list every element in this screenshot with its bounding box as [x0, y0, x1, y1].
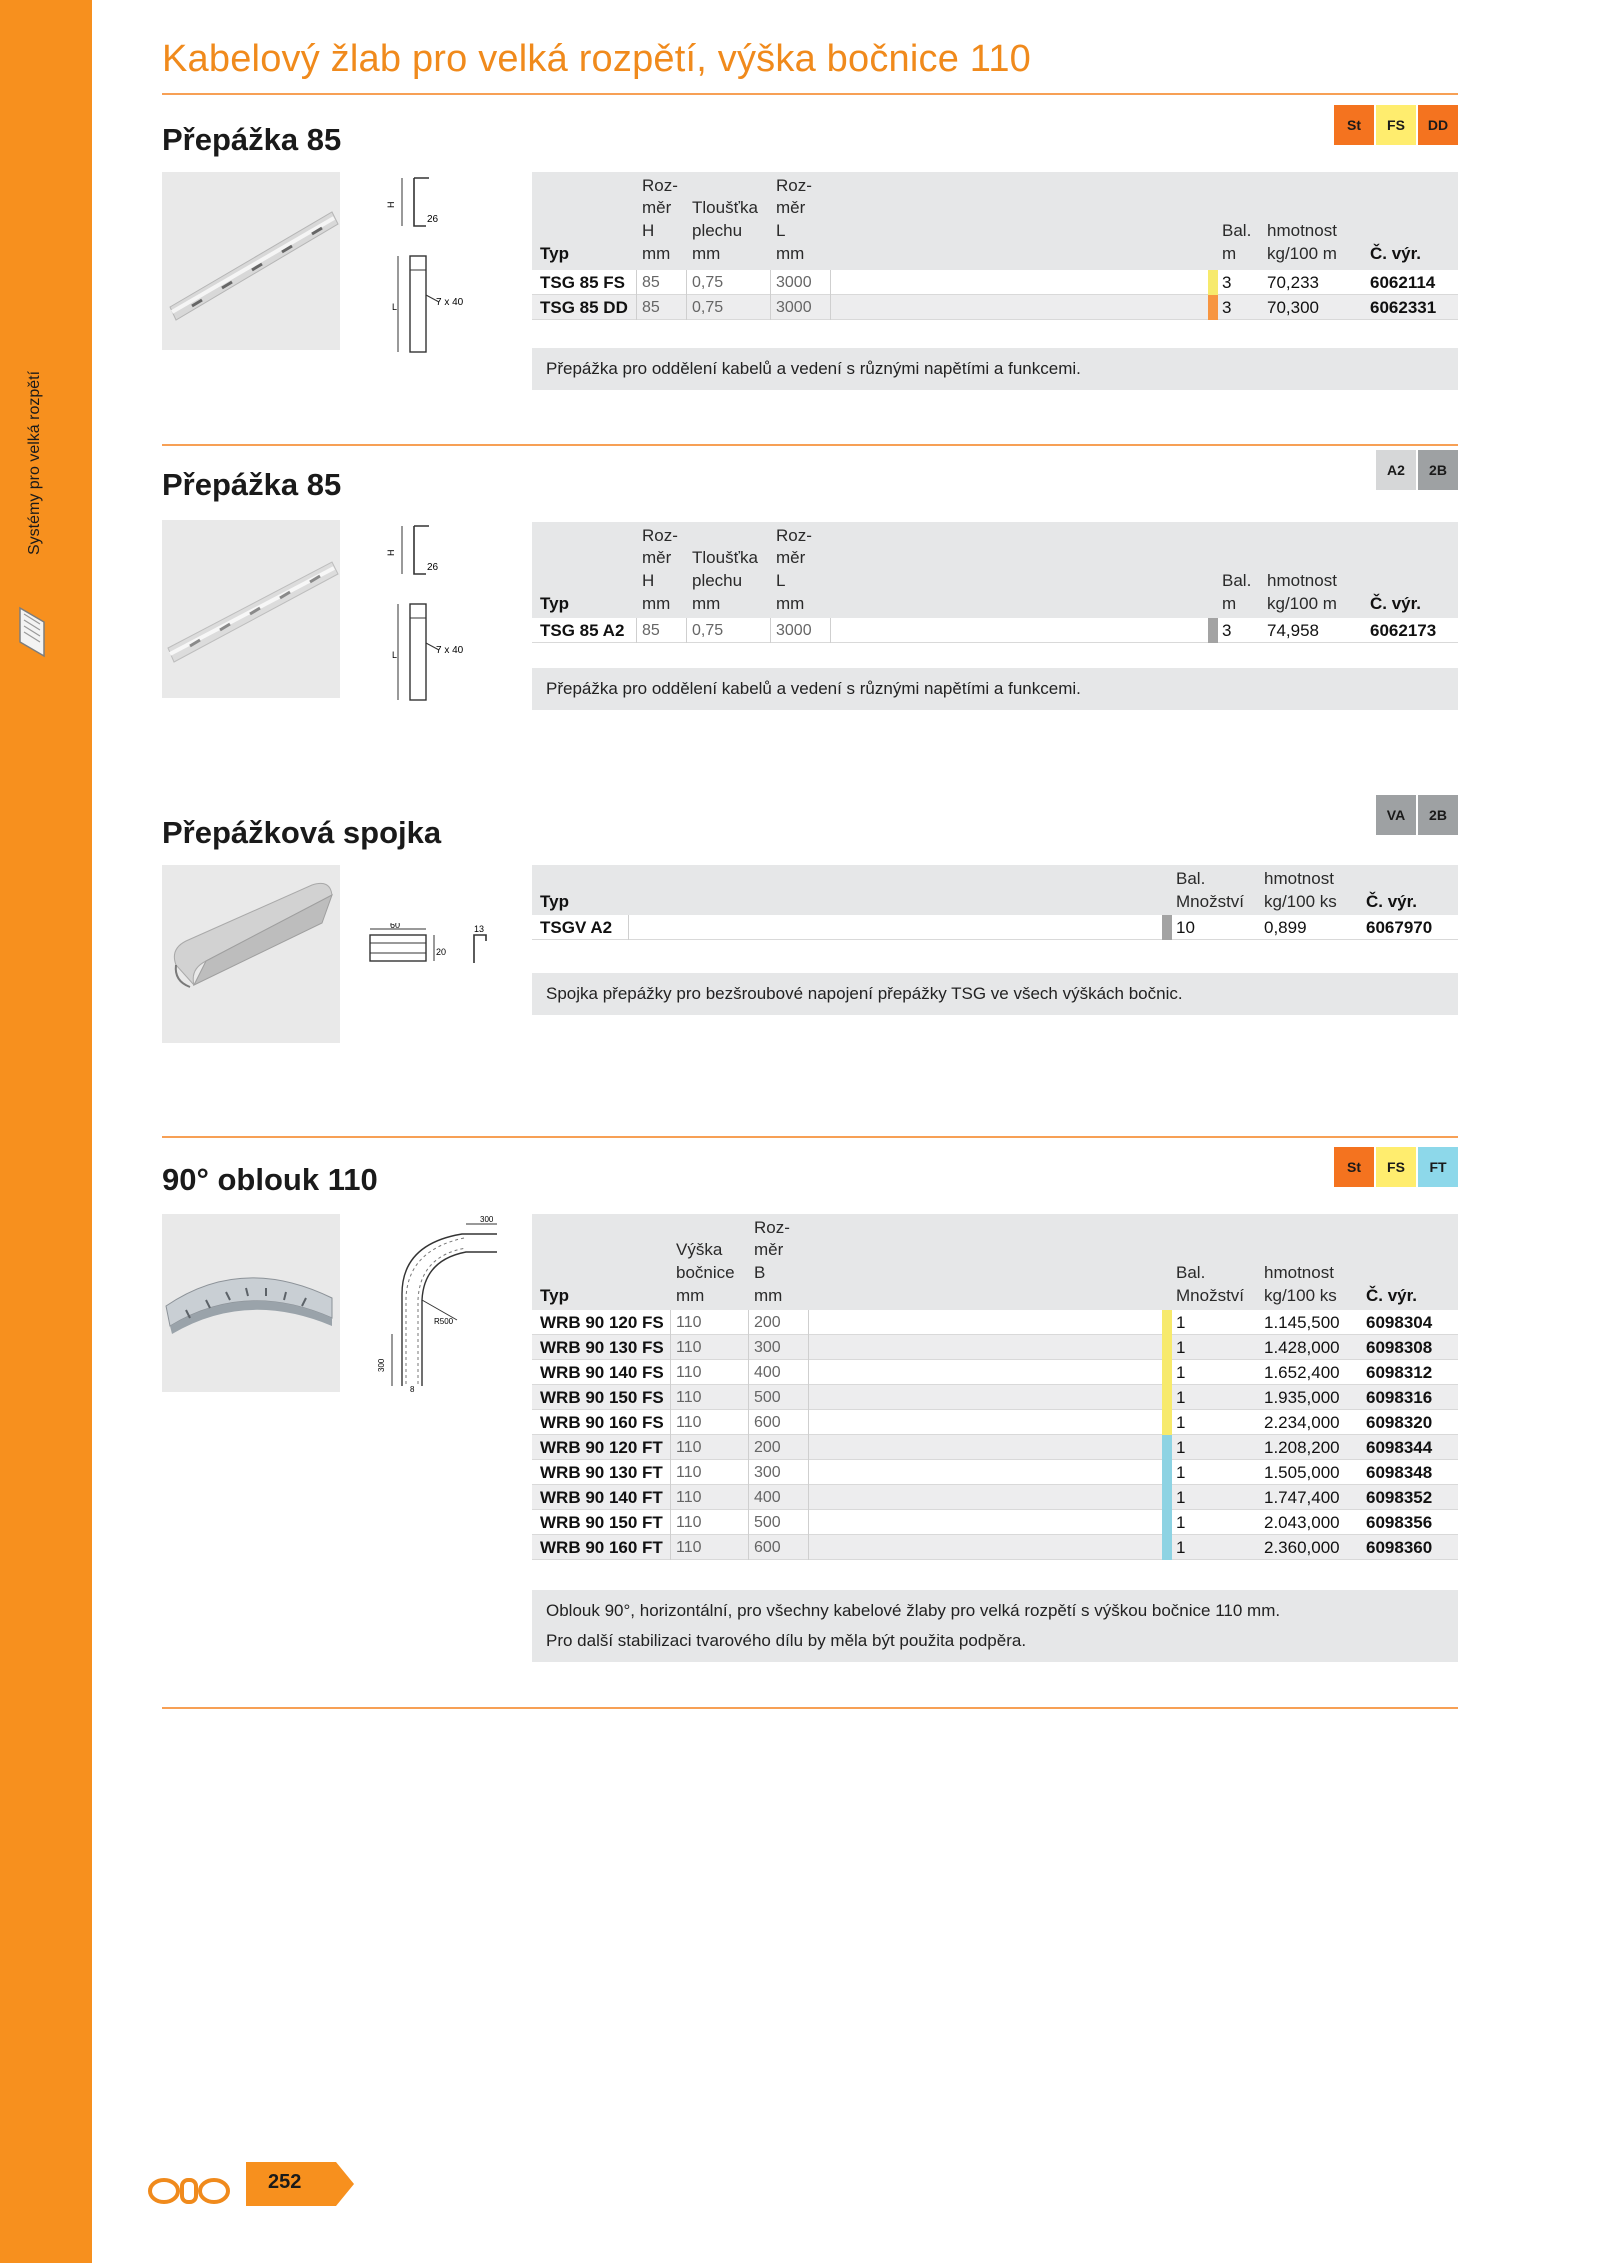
- col-bal-l2: m: [1222, 594, 1237, 613]
- col-c1-l3: H: [642, 221, 655, 240]
- col-c2-l1: Roz-: [754, 1218, 790, 1237]
- badge-st: St: [1334, 105, 1374, 145]
- cell-c2: 0,75: [692, 274, 724, 291]
- partition-photo-icon: [162, 520, 340, 698]
- cell-c1: 110: [676, 1364, 702, 1381]
- col-c2-l4: mm: [754, 1286, 783, 1305]
- section-rule: [162, 1136, 1458, 1138]
- col-c3-l4: mm: [776, 244, 805, 263]
- col-hm-l1: hmotnost: [1267, 221, 1337, 240]
- col-bal-l1: Bal.: [1222, 221, 1252, 240]
- sidebar-label: Systémy pro velká rozpětí: [26, 370, 43, 555]
- cell-typ: TSGV A2: [540, 918, 613, 937]
- cell-typ: WRB 90 130 FS: [540, 1338, 664, 1357]
- cell-typ: WRB 90 140 FS: [540, 1363, 664, 1382]
- col-c2-l1: Tloušťka: [692, 548, 758, 567]
- material-badges: [1334, 105, 1458, 145]
- finish-bar: [1162, 915, 1172, 940]
- col-bal-l2: Množství: [1176, 1286, 1245, 1305]
- cell-hm: 70,300: [1267, 298, 1319, 317]
- cell-typ: WRB 90 160 FS: [540, 1413, 664, 1432]
- material-badges: [1376, 450, 1458, 490]
- col-c1-l3: H: [642, 571, 655, 590]
- col-c1-l2: měr: [642, 198, 672, 217]
- table-row: [532, 1435, 1458, 1460]
- section-prepazka-85-a2: [162, 450, 1458, 710]
- cell-bal: 3: [1222, 621, 1232, 640]
- table-row: [532, 295, 1458, 320]
- col-c3-l1: Roz-: [776, 176, 812, 195]
- cell-c2: 600: [754, 1539, 781, 1556]
- obo-logo: [148, 2176, 230, 2206]
- cell-c1: 110: [676, 1314, 702, 1331]
- page-number: 252: [268, 2171, 302, 2193]
- sidebar: [0, 0, 92, 2263]
- col-c3-l3: L: [776, 571, 786, 590]
- col-bal-l1: Bal.: [1222, 571, 1252, 590]
- cell-bal: 1: [1176, 1363, 1186, 1382]
- product-table: [532, 522, 1458, 643]
- finish-bar: [1162, 1410, 1172, 1435]
- cell-cv: 6098308: [1366, 1338, 1433, 1357]
- table-header: [532, 522, 1458, 618]
- col-c2-l2: plechu: [692, 571, 743, 590]
- table-body: [532, 1310, 1458, 1560]
- finish-bar: [1208, 295, 1218, 320]
- section-title: Přepážková spojka: [162, 815, 442, 850]
- finish-bar: [1162, 1435, 1172, 1460]
- dim-s: 8: [410, 1385, 415, 1394]
- cell-c3: 3000: [776, 299, 812, 316]
- col-hm-l1: hmotnost: [1264, 869, 1334, 888]
- col-bal-l1: Bal.: [1176, 1263, 1206, 1282]
- product-photo: [162, 1214, 340, 1392]
- cell-bal: 1: [1176, 1338, 1186, 1357]
- cell-c1: 110: [676, 1489, 702, 1506]
- cell-hm: 1.747,400: [1264, 1488, 1340, 1507]
- cell-c3: 3000: [776, 274, 812, 291]
- cell-hm: 1.145,500: [1264, 1313, 1340, 1332]
- cell-typ: WRB 90 160 FT: [540, 1538, 663, 1557]
- col-c1-l2: měr: [642, 548, 672, 567]
- cell-c3: 3000: [776, 622, 812, 639]
- cell-bal: 3: [1222, 273, 1232, 292]
- finish-bar: [1162, 1535, 1172, 1560]
- table-row: [532, 618, 1458, 643]
- cell-c1: 110: [676, 1464, 702, 1481]
- col-c3-l2: měr: [776, 548, 806, 567]
- badge-va: VA: [1376, 795, 1416, 835]
- section-title: Přepážka 85: [162, 467, 342, 502]
- cell-cv: 6062114: [1370, 273, 1436, 292]
- col-cv: Č. výr.: [1366, 1286, 1418, 1305]
- technical-drawing: [374, 518, 484, 703]
- dim-a: 300: [480, 1215, 494, 1224]
- dim-d: 13: [474, 924, 485, 934]
- table-row: [532, 1310, 1458, 1335]
- col-c1-l1: Výška: [676, 1240, 723, 1259]
- col-typ: Typ: [540, 1286, 569, 1305]
- cable-tray-icon: [14, 600, 54, 670]
- logo-text: OBO: [189, 2204, 192, 2205]
- col-bal-l1: Bal.: [1176, 869, 1206, 888]
- finish-bar: [1162, 1510, 1172, 1535]
- col-c1-l4: mm: [642, 244, 671, 263]
- dim-w: 60: [390, 923, 401, 930]
- cell-c2: 600: [754, 1414, 781, 1431]
- title-rule: [162, 93, 1458, 95]
- col-bal-l2: m: [1222, 244, 1237, 263]
- cell-cv: 6098312: [1366, 1363, 1433, 1382]
- table-header: [532, 172, 1458, 270]
- cell-cv: 6062331: [1370, 298, 1437, 317]
- col-cv: Č. výr.: [1370, 594, 1422, 613]
- finish-bar: [1208, 618, 1218, 643]
- cell-c2: 200: [754, 1314, 781, 1331]
- table-row: [532, 1335, 1458, 1360]
- section-rule: [162, 444, 1458, 446]
- cell-cv: 6098320: [1366, 1413, 1433, 1432]
- badge-dd: DD: [1418, 105, 1458, 145]
- cell-hm: 2.234,000: [1264, 1413, 1340, 1432]
- dim-l: L: [392, 302, 398, 312]
- col-hm-l1: hmotnost: [1267, 571, 1337, 590]
- finish-bar: [1162, 1460, 1172, 1485]
- dim-slots: 7 x 40: [436, 297, 464, 308]
- col-c3-l3: L: [776, 221, 786, 240]
- badge-fs: FS: [1376, 1147, 1416, 1187]
- table-row: [532, 1385, 1458, 1410]
- bend-photo-icon: [162, 1214, 340, 1392]
- col-c2-l2: plechu: [692, 221, 743, 240]
- dim-r: R500: [434, 1317, 454, 1326]
- cell-typ: WRB 90 120 FT: [540, 1438, 663, 1457]
- finish-bar: [1162, 1360, 1172, 1385]
- dim-h: H: [386, 201, 396, 208]
- badge-2b: 2B: [1418, 450, 1458, 490]
- badge-fs: FS: [1376, 105, 1416, 145]
- col-c1-l3: mm: [676, 1286, 705, 1305]
- cell-hm: 0,899: [1264, 918, 1307, 937]
- col-typ: Typ: [540, 594, 569, 613]
- cell-c1: 110: [676, 1539, 702, 1556]
- table-row: [532, 1360, 1458, 1385]
- cell-c2: 300: [754, 1339, 781, 1356]
- cell-cv: 6098360: [1366, 1538, 1433, 1557]
- cell-cv: 6098356: [1366, 1513, 1433, 1532]
- cell-cv: 6067970: [1366, 918, 1433, 937]
- col-c2-l3: B: [754, 1263, 766, 1282]
- technical-drawing: [362, 1214, 512, 1394]
- description-line: Oblouk 90°, horizontální, pro všechny kabelové žlaby pro velká rozpětí s výškou bočnice 110 mm.: [546, 1601, 1281, 1620]
- connector-photo-icon: [162, 865, 340, 1043]
- cell-c1: 85: [642, 299, 660, 316]
- cell-cv: 6098352: [1366, 1488, 1433, 1507]
- col-c1-l2: bočnice: [676, 1263, 735, 1282]
- cell-cv: 6062173: [1370, 621, 1437, 640]
- section-prepazka-85-st: [162, 100, 1458, 400]
- table-row: [532, 915, 1458, 940]
- table-row: [532, 1485, 1458, 1510]
- table-row: [532, 1460, 1458, 1485]
- cell-c2: 400: [754, 1364, 781, 1381]
- col-hm-l2: kg/100 m: [1267, 594, 1337, 613]
- cell-hm: 1.208,200: [1264, 1438, 1340, 1457]
- cell-c1: 85: [642, 274, 660, 291]
- cell-c1: 110: [676, 1439, 702, 1456]
- cell-typ: WRB 90 120 FS: [540, 1313, 664, 1332]
- product-table: [532, 172, 1458, 320]
- finish-bar: [1162, 1310, 1172, 1335]
- product-photo: [162, 865, 340, 1043]
- col-c2-l3: mm: [692, 594, 721, 613]
- dim-b: 300: [377, 1358, 386, 1372]
- description-line: Přepážka pro oddělení kabelů a vedení s různými napětími a funkcemi.: [546, 679, 1081, 698]
- cell-hm: 1.935,000: [1264, 1388, 1340, 1407]
- cell-bal: 3: [1222, 298, 1232, 317]
- table-row: [532, 1510, 1458, 1535]
- cell-typ: TSG 85 A2: [540, 621, 625, 640]
- cell-hm: 1.428,000: [1264, 1338, 1340, 1357]
- section-oblouk-110: [162, 1142, 1458, 1682]
- cell-hm: 1.505,000: [1264, 1463, 1340, 1482]
- table-header: [532, 865, 1458, 915]
- finish-bar: [1162, 1385, 1172, 1410]
- dim-slots: 7 x 40: [436, 645, 464, 656]
- cell-typ: TSG 85 FS: [540, 273, 626, 292]
- cell-hm: 1.652,400: [1264, 1363, 1340, 1382]
- cell-bal: 1: [1176, 1488, 1186, 1507]
- col-cv: Č. výr.: [1370, 244, 1422, 263]
- description: [532, 1590, 1458, 1662]
- col-hm-l2: kg/100 ks: [1264, 892, 1337, 911]
- cell-hm: 2.043,000: [1264, 1513, 1340, 1532]
- badge-a2: A2: [1376, 450, 1416, 490]
- col-hm-l2: kg/100 m: [1267, 244, 1337, 263]
- finish-bar: [1208, 270, 1218, 295]
- section-title: Přepážka 85: [162, 122, 342, 157]
- dim-w: 26: [427, 562, 439, 573]
- dim-w: 26: [427, 214, 439, 225]
- col-c2-l3: mm: [692, 244, 721, 263]
- cell-c2: 500: [754, 1389, 781, 1406]
- cell-cv: 6098316: [1366, 1388, 1433, 1407]
- badge-ft: FT: [1418, 1147, 1458, 1187]
- cell-bal: 1: [1176, 1413, 1186, 1432]
- material-badges: [1334, 1147, 1458, 1187]
- partition-photo-icon: [162, 172, 340, 350]
- col-typ: Typ: [540, 892, 569, 911]
- col-c3-l1: Roz-: [776, 526, 812, 545]
- cell-typ: TSG 85 DD: [540, 298, 628, 317]
- description-line: Pro další stabilizaci tvarového dílu by měla být použita podpěra.: [546, 1631, 1027, 1650]
- cell-typ: WRB 90 130 FT: [540, 1463, 663, 1482]
- finish-bar: [1162, 1485, 1172, 1510]
- cell-bal: 1: [1176, 1463, 1186, 1482]
- cell-c1: 85: [642, 622, 660, 639]
- section-prepazkova-spojka: [162, 795, 1458, 1055]
- cell-hm: 74,958: [1267, 621, 1319, 640]
- technical-drawing: [374, 170, 484, 355]
- cell-bal: 1: [1176, 1538, 1186, 1557]
- cell-c2: 0,75: [692, 299, 724, 316]
- description: [532, 668, 1458, 710]
- col-hm-l2: kg/100 ks: [1264, 1286, 1337, 1305]
- col-cv: Č. výr.: [1366, 892, 1418, 911]
- col-c1-l1: Roz-: [642, 526, 678, 545]
- dim-l: L: [392, 650, 398, 660]
- cell-hm: 70,233: [1267, 273, 1319, 292]
- dim-h: H: [386, 549, 396, 556]
- cell-bal: 1: [1176, 1388, 1186, 1407]
- product-photo: [162, 520, 340, 698]
- table-row: [532, 270, 1458, 295]
- dim-h: 20: [436, 947, 447, 957]
- description: [532, 348, 1458, 390]
- col-c2-l1: Tloušťka: [692, 198, 758, 217]
- badge-2b: 2B: [1418, 795, 1458, 835]
- product-table: [532, 865, 1458, 940]
- col-typ: Typ: [540, 244, 569, 263]
- cell-hm: 2.360,000: [1264, 1538, 1340, 1557]
- finish-bar: [1162, 1335, 1172, 1360]
- col-hm-l1: hmotnost: [1264, 1263, 1334, 1282]
- product-table: [532, 1214, 1458, 1560]
- col-c2-l2: měr: [754, 1240, 784, 1259]
- material-badges: [1376, 795, 1458, 835]
- col-c1-l1: Roz-: [642, 176, 678, 195]
- col-c3-l4: mm: [776, 594, 805, 613]
- cell-c1: 110: [676, 1339, 702, 1356]
- cell-c2: 200: [754, 1439, 781, 1456]
- page-title: Kabelový žlab pro velká rozpětí, výška bočnice 110: [162, 38, 1031, 80]
- col-c1-l4: mm: [642, 594, 671, 613]
- description-line: Přepážka pro oddělení kabelů a vedení s různými napětími a funkcemi.: [546, 359, 1081, 378]
- product-photo: [162, 172, 340, 350]
- table-header: [532, 1214, 1458, 1310]
- cell-c2: 400: [754, 1489, 781, 1506]
- cell-c2: 500: [754, 1514, 781, 1531]
- table-row: [532, 1535, 1458, 1560]
- col-c3-l2: měr: [776, 198, 806, 217]
- col-bal-l2: Množství: [1176, 892, 1245, 911]
- cell-cv: 6098344: [1366, 1438, 1433, 1457]
- cell-c1: 110: [676, 1389, 702, 1406]
- description: [532, 973, 1458, 1015]
- cell-bal: 1: [1176, 1313, 1186, 1332]
- description-line: Spojka přepážky pro bezšroubové napojení přepážky TSG ve všech výškách bočnic.: [546, 984, 1183, 1003]
- cell-bal: 1: [1176, 1513, 1186, 1532]
- cell-bal: 1: [1176, 1438, 1186, 1457]
- technical-drawing: [362, 923, 502, 983]
- cell-c2: 300: [754, 1464, 781, 1481]
- cell-typ: WRB 90 150 FS: [540, 1388, 664, 1407]
- section-title: 90° oblouk 110: [162, 1162, 378, 1197]
- cell-cv: 6098348: [1366, 1463, 1433, 1482]
- table-row: [532, 1410, 1458, 1435]
- badge-st: St: [1334, 1147, 1374, 1187]
- cell-c2: 0,75: [692, 622, 724, 639]
- section-rule: [162, 1707, 1458, 1709]
- cell-cv: 6098304: [1366, 1313, 1433, 1332]
- cell-typ: WRB 90 150 FT: [540, 1513, 663, 1532]
- cell-bal: 10: [1176, 918, 1195, 937]
- cell-typ: WRB 90 140 FT: [540, 1488, 663, 1507]
- cell-c1: 110: [676, 1514, 702, 1531]
- cell-c1: 110: [676, 1414, 702, 1431]
